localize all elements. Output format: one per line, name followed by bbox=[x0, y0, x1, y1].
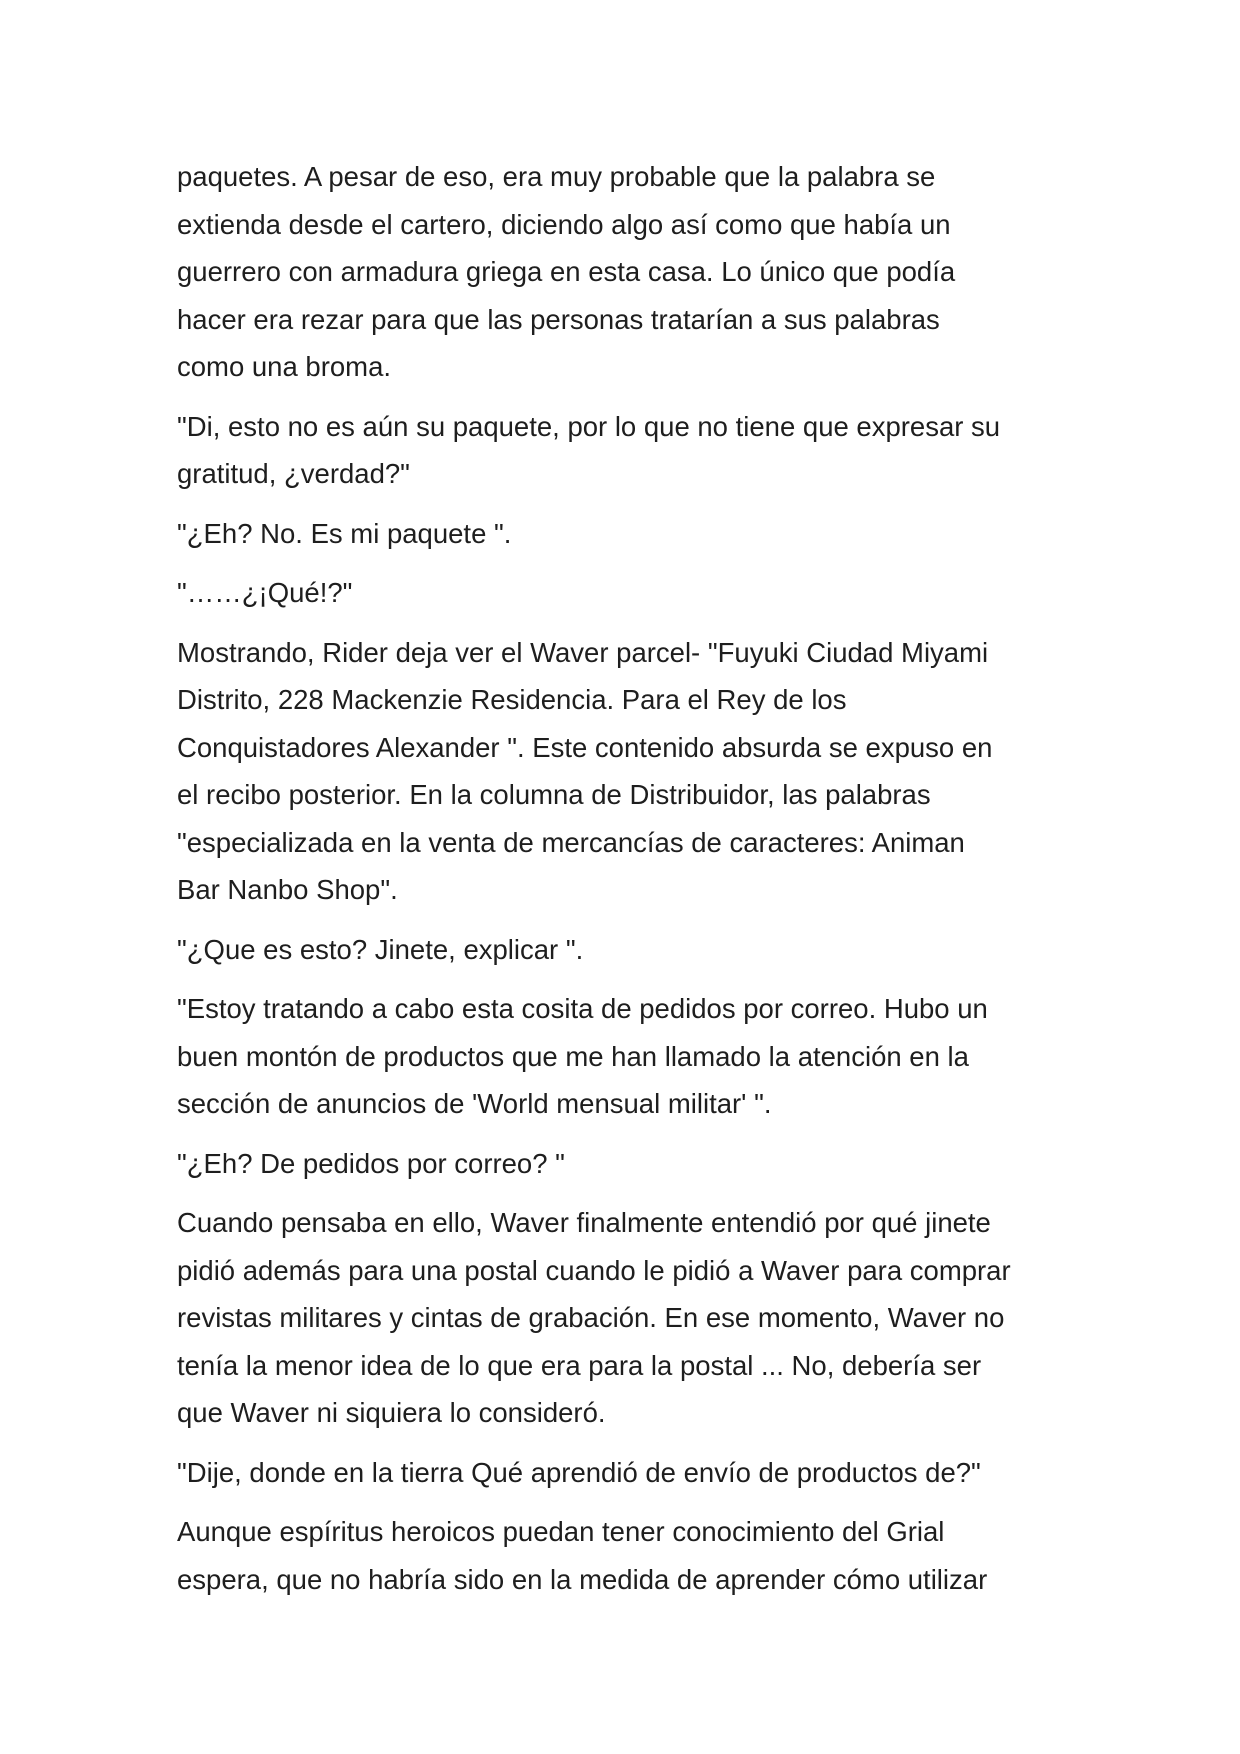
text-line: que Waver ni siquiera lo consideró. bbox=[177, 1397, 606, 1428]
paragraph bbox=[177, 985, 1077, 1128]
text-line: sección de anuncios de 'World mensual militar' ". bbox=[177, 1088, 772, 1119]
text-line: extienda desde el cartero, diciendo algo así como que había un bbox=[177, 208, 951, 240]
text-line: pidió además para una postal cuando le pidió a Waver para comprar bbox=[177, 1254, 1011, 1286]
text-line: "especializada en la venta de mercancías de caracteres: Animan bbox=[177, 826, 965, 858]
text-line: Mostrando, Rider deja ver el Waver parcel- "Fuyuki Ciudad Miyami bbox=[177, 636, 989, 668]
text-line: Distrito, 228 Mackenzie Residencia. Para el Rey de los bbox=[177, 684, 847, 715]
text-line: "Di, esto no es aún su paquete, por lo que no tiene que expresar su bbox=[177, 410, 1001, 442]
paragraph bbox=[177, 510, 1077, 558]
paragraph bbox=[177, 1140, 1077, 1188]
text-line: "Dije, donde en la tierra Qué aprendió de envío de productos de?" bbox=[177, 1456, 981, 1488]
text-line: "¿Eh? No. Es mi paquete ". bbox=[177, 517, 512, 549]
text-line: buen montón de productos que me han llamado la atención en la bbox=[177, 1040, 969, 1072]
paragraph bbox=[177, 403, 1077, 498]
text-line: como una broma. bbox=[177, 351, 391, 382]
text-line: hacer era rezar para que las personas tratarían a sus palabras bbox=[177, 303, 940, 335]
body-text bbox=[177, 153, 1077, 1615]
text-line: guerrero con armadura griega en esta casa. Lo único que podía bbox=[177, 256, 956, 287]
text-line: Bar Nanbo Shop". bbox=[177, 874, 398, 905]
text-line: "……¿¡Qué!?" bbox=[177, 577, 353, 608]
text-line: revistas militares y cintas de grabación. En ese momento, Waver no bbox=[177, 1302, 1005, 1333]
text-line: "¿Eh? De pedidos por correo? " bbox=[177, 1147, 565, 1179]
paragraph bbox=[177, 1508, 1077, 1603]
text-line: "¿Que es esto? Jinete, explicar ". bbox=[177, 933, 584, 965]
paragraph bbox=[177, 153, 1077, 391]
paragraph bbox=[177, 1449, 1077, 1497]
paragraph bbox=[177, 569, 1077, 617]
paragraph bbox=[177, 926, 1077, 974]
text-line: el recibo posterior. En la columna de Distribuidor, las palabras bbox=[177, 779, 931, 810]
text-line: paquetes. A pesar de eso, era muy probable que la palabra se bbox=[177, 161, 936, 192]
paragraph bbox=[177, 1199, 1077, 1437]
paragraph bbox=[177, 629, 1077, 914]
text-line: Conquistadores Alexander ". Este contenido absurda se expuso en bbox=[177, 731, 993, 763]
text-line: "Estoy tratando a cabo esta cosita de pedidos por correo. Hubo un bbox=[177, 993, 988, 1024]
text-line: gratitud, ¿verdad?" bbox=[177, 458, 410, 489]
text-line: Aunque espíritus heroicos puedan tener conocimiento del Grial bbox=[177, 1516, 945, 1547]
text-line: tenía la menor idea de lo que era para la postal ... No, debería ser bbox=[177, 1349, 982, 1381]
text-line: espera, que no habría sido en la medida de aprender cómo utilizar bbox=[177, 1563, 988, 1595]
text-line: Cuando pensaba en ello, Waver finalmente entendió por qué jinete bbox=[177, 1207, 991, 1238]
